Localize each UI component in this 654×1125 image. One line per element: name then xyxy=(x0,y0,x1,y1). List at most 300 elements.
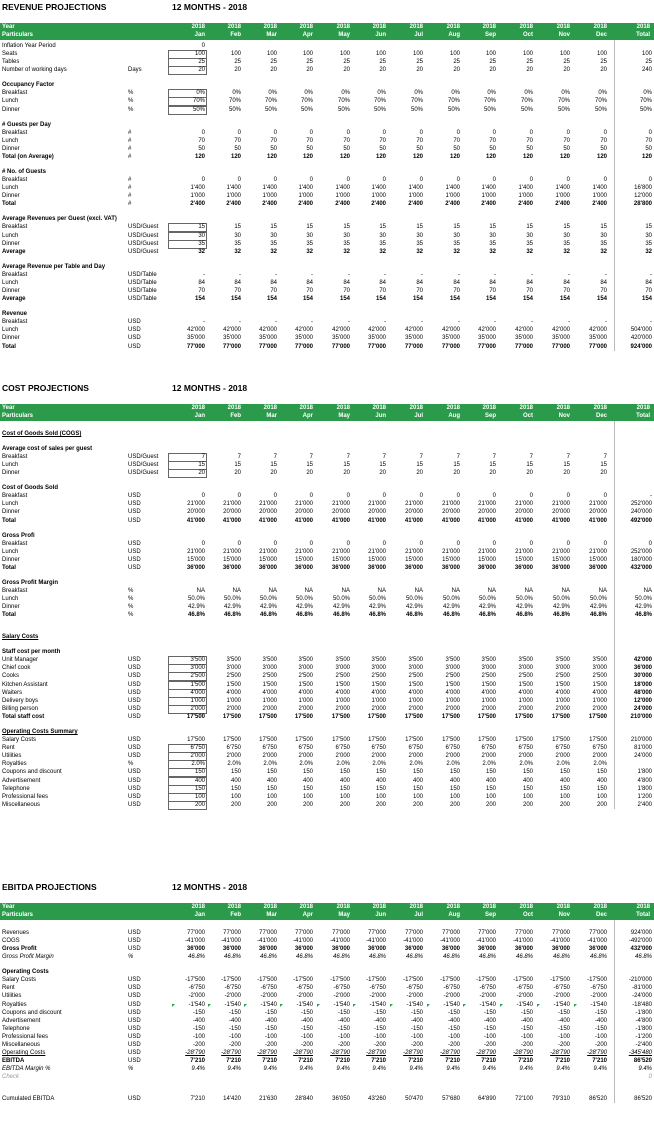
cell-value: 77'000 xyxy=(295,929,313,936)
cell-value: -150 xyxy=(410,1009,423,1016)
row-label: Delivery boys xyxy=(2,697,39,704)
cell-value: 3'000 xyxy=(335,665,350,672)
row-label: Unit Manager xyxy=(2,657,39,664)
cell-value: 25 xyxy=(453,59,460,66)
cell-value: NA xyxy=(304,588,313,595)
cell-value[interactable]: 100 xyxy=(194,51,205,58)
row-unit: USD xyxy=(128,665,141,672)
table-row xyxy=(0,500,654,508)
cell-value: 2'400 xyxy=(518,201,533,208)
cell-value: 1'000 xyxy=(262,193,277,200)
cell-value: 0 xyxy=(273,540,277,547)
cost-subtitle: 12 MONTHS - 2018 xyxy=(172,383,248,393)
cell-value: 42.9% xyxy=(442,604,460,611)
cell-value: 42.9% xyxy=(187,604,205,611)
cell-value: -41'000 xyxy=(550,937,570,944)
cell-value: 0 xyxy=(346,540,350,547)
row-total: 0 xyxy=(648,1074,652,1081)
row-unit: USD xyxy=(128,929,141,936)
row-total: 240'000 xyxy=(630,509,652,516)
cell-value: 1'400 xyxy=(226,185,241,192)
cell-value: 46.8% xyxy=(515,954,533,961)
cell-value: 50 xyxy=(198,145,205,152)
row-unit: USD xyxy=(128,673,141,680)
row-unit: USD xyxy=(128,753,141,760)
cell-value: 150 xyxy=(485,769,496,776)
cell-value: 120 xyxy=(194,153,205,160)
cell-value: 4'000 xyxy=(335,689,350,696)
cell-value: 42'000 xyxy=(515,327,533,334)
cell-value: 0% xyxy=(524,90,533,97)
table-row xyxy=(0,129,654,137)
row-total: - xyxy=(650,271,652,278)
cell-value: 1'000 xyxy=(190,193,205,200)
cell-value[interactable]: 400 xyxy=(194,777,205,784)
table-row xyxy=(0,1065,654,1073)
cell-value[interactable]: 150 xyxy=(194,769,205,776)
comment-marker-icon xyxy=(463,1004,466,1007)
cell-value: 4'000 xyxy=(518,689,533,696)
table-row xyxy=(0,1009,654,1017)
cell-value: 2'000 xyxy=(481,753,496,760)
header-month: Apr xyxy=(302,912,313,918)
cell-value: 46.8% xyxy=(589,612,607,619)
cell-value: -6'750 xyxy=(590,985,607,992)
cell-value: 9.4% xyxy=(372,1066,386,1073)
cell-value: -2'000 xyxy=(553,993,570,1000)
row-unit: USD/Guest xyxy=(128,248,159,255)
cell-value: 0 xyxy=(382,177,386,184)
row-label: Dinner xyxy=(2,145,20,152)
cell-value: 77'000 xyxy=(259,929,277,936)
table-row xyxy=(0,430,654,438)
cell-value: -150 xyxy=(410,1025,423,1032)
header-year: 2018 xyxy=(227,904,241,910)
cell-value: 9.4% xyxy=(191,1066,205,1073)
cell-value: 2'400 xyxy=(262,201,277,208)
cell-value: NA xyxy=(196,588,205,595)
cell-value[interactable]: 20 xyxy=(198,67,205,74)
cell-value: 100 xyxy=(596,51,607,58)
cell-value: 3'000 xyxy=(298,665,313,672)
cell-value: 21'000 xyxy=(589,548,607,555)
cell-value: 15'000 xyxy=(295,556,313,563)
cell-value: -400 xyxy=(410,1017,423,1024)
cell-value: NA xyxy=(561,588,570,595)
cell-value: 120 xyxy=(559,153,570,160)
cell-value: 1'400 xyxy=(481,185,496,192)
cell-value: 42.9% xyxy=(589,604,607,611)
cell-value: -6'750 xyxy=(443,985,460,992)
cell-value: 50 xyxy=(270,145,277,152)
cell-value: -6'750 xyxy=(553,985,570,992)
row-total: 32 xyxy=(645,248,652,255)
cell-value: 35'000 xyxy=(368,335,386,342)
cell-value: 2'500 xyxy=(335,673,350,680)
cell-value: - xyxy=(458,319,460,326)
cell-value: 50% xyxy=(264,106,277,113)
cell-value: -41'000 xyxy=(293,937,313,944)
cell-value: 17'500 xyxy=(332,737,350,744)
header-month: Mar xyxy=(266,32,277,38)
cell-value: -28'790 xyxy=(476,1050,496,1057)
cell-value: - xyxy=(203,319,205,326)
cell-value: 2.0% xyxy=(593,761,607,768)
cell-value: 46.8% xyxy=(368,612,386,619)
cell-value: 42.9% xyxy=(478,604,496,611)
cell-value: 7'210 xyxy=(226,1058,241,1065)
revenue-title: REVENUE PROJECTIONS xyxy=(2,2,107,12)
cell-value: -41'000 xyxy=(330,937,350,944)
year-label: Year xyxy=(2,405,15,411)
cell-value: 70 xyxy=(198,137,205,144)
cell-value: 77'000 xyxy=(442,929,460,936)
cell-value: 7'210 xyxy=(190,1058,205,1065)
cell-value: 77'000 xyxy=(478,929,496,936)
header-month: Jul xyxy=(414,32,423,38)
cell-value: 6'750 xyxy=(518,745,533,752)
cell-value: 0 xyxy=(603,177,607,184)
table-row xyxy=(0,58,654,66)
cell-value: - xyxy=(311,271,313,278)
cell-value[interactable]: 25 xyxy=(198,59,205,66)
row-unit: USD xyxy=(128,1033,141,1040)
cell-value: 4'000 xyxy=(226,689,241,696)
cell-value: 20 xyxy=(489,470,496,477)
cell-value: -28'790 xyxy=(257,1050,277,1057)
cell-value: 100 xyxy=(485,793,496,800)
cell-value[interactable]: 2'000 xyxy=(190,705,205,712)
cell-value: -6'750 xyxy=(333,985,350,992)
cell-value: 0 xyxy=(237,540,241,547)
row-label: Average cost of sales per guest xyxy=(2,445,93,452)
row-label: Breakfast xyxy=(2,271,28,278)
row-total: 252'000 xyxy=(630,548,652,555)
row-label: Dinner xyxy=(2,240,20,247)
row-label: Rent xyxy=(2,745,15,752)
row-unit: USD xyxy=(128,946,141,953)
row-total: 86'520 xyxy=(633,1058,652,1065)
cell-value: 17'500 xyxy=(477,713,496,720)
cell-value[interactable]: 2'500 xyxy=(190,673,205,680)
cell-value: 0 xyxy=(419,177,423,184)
cell-value: 21'000 xyxy=(515,548,533,555)
cell-value: 42'000 xyxy=(332,327,350,334)
cell-value: 2.0% xyxy=(263,761,277,768)
cell-value[interactable]: 200 xyxy=(194,801,205,808)
table-row xyxy=(0,752,654,760)
row-unit: USD xyxy=(128,335,141,342)
row-unit: USD xyxy=(128,1096,141,1103)
cell-value: 50.0% xyxy=(552,596,570,603)
cell-value: 84 xyxy=(270,279,277,286)
table-row xyxy=(0,705,654,713)
cell-value: 100 xyxy=(375,51,386,58)
cell-value: 2'400 xyxy=(408,201,423,208)
cell-value: 36'000 xyxy=(477,946,496,953)
cell-value: 3'000 xyxy=(445,665,460,672)
cell-value: 200 xyxy=(596,801,607,808)
cell-value[interactable]: 70% xyxy=(192,98,205,105)
header-year: 2018 xyxy=(446,24,460,30)
header-year: 2018 xyxy=(409,24,423,30)
cell-value: 3'000 xyxy=(518,665,533,672)
cell-value: 7'210 xyxy=(445,1058,460,1065)
cell-value: 35 xyxy=(234,240,241,247)
cell-value: 20'000 xyxy=(187,509,205,516)
cost-header-bar xyxy=(0,404,654,421)
cell-value[interactable]: 150 xyxy=(194,785,205,792)
cell-value: 100 xyxy=(485,51,496,58)
row-unit: USD/Table xyxy=(128,271,157,278)
cell-value: 1'400 xyxy=(592,185,607,192)
cell-value: 42.9% xyxy=(552,604,570,611)
cell-value: -150 xyxy=(337,1025,350,1032)
row-label: Coupons and discount xyxy=(2,1009,62,1016)
cell-value: 0 xyxy=(237,493,241,500)
cell-value: 64'890 xyxy=(478,1096,496,1103)
cell-value: 6'750 xyxy=(445,745,460,752)
cell-value: 2'000 xyxy=(555,753,570,760)
cell-value: 4'000 xyxy=(408,689,423,696)
cell-value: 20'000 xyxy=(515,509,533,516)
cell-value: 7 xyxy=(237,453,241,460)
cell-value: 2'000 xyxy=(408,753,423,760)
header-year: 2018 xyxy=(336,24,350,30)
comment-marker-icon xyxy=(172,1004,175,1007)
cell-value: 50.0% xyxy=(368,596,386,603)
cell-value: 17'500 xyxy=(295,737,313,744)
row-label: Lunch xyxy=(2,279,19,286)
cell-value: 20 xyxy=(600,67,607,74)
cell-value: 15 xyxy=(379,224,386,231)
row-total: 16'800 xyxy=(634,185,652,192)
cell-value: 100 xyxy=(230,793,241,800)
cell-value: 1'000 xyxy=(226,697,241,704)
cell-value[interactable]: 15 xyxy=(198,224,205,231)
table-row xyxy=(0,976,654,984)
cell-value: 43'260 xyxy=(368,1096,386,1103)
cell-value: 15 xyxy=(563,224,570,231)
cell-value: 7'210 xyxy=(555,1058,570,1065)
cell-value: 0 xyxy=(566,177,570,184)
cell-value: 17'500 xyxy=(552,737,570,744)
row-total: 100 xyxy=(641,51,652,58)
cell-value: 35'000 xyxy=(332,335,350,342)
cell-value: -6'750 xyxy=(516,985,533,992)
cell-value: 150 xyxy=(266,769,277,776)
table-row xyxy=(0,633,654,641)
cell-value: 0 xyxy=(456,540,460,547)
table-row xyxy=(0,968,654,976)
row-total: 504'000 xyxy=(630,327,652,334)
row-total: -2'400 xyxy=(635,1042,652,1049)
cell-value: 15'000 xyxy=(589,556,607,563)
row-label: Salary Costs xyxy=(2,977,37,984)
cell-value: 400 xyxy=(485,777,496,784)
cell-value: 1'500 xyxy=(371,681,386,688)
header-month: Nov xyxy=(558,413,570,419)
cell-value[interactable]: 7 xyxy=(201,453,205,460)
cell-value: 46.8% xyxy=(332,612,350,619)
cell-value: -1'540 xyxy=(296,1001,313,1008)
cell-value[interactable]: 1'500 xyxy=(190,681,205,688)
cell-value: 0 xyxy=(201,43,205,49)
cell-value: 77'000 xyxy=(441,343,460,350)
row-unit: % xyxy=(128,106,134,113)
cell-value: 42.9% xyxy=(515,604,533,611)
cell-value: - xyxy=(311,319,313,326)
row-total: 240 xyxy=(641,67,652,74)
cell-value: 46.8% xyxy=(223,612,241,619)
cell-value: 100 xyxy=(230,51,241,58)
cell-value: 1'000 xyxy=(555,697,570,704)
row-label: Lunch xyxy=(2,548,19,555)
header-year: 2018 xyxy=(482,405,496,411)
cell-value: 17'500 xyxy=(259,737,277,744)
row-unit: USD xyxy=(128,793,141,800)
cell-value: 7 xyxy=(309,453,313,460)
cell-value: 3'500 xyxy=(518,657,533,664)
cell-value: 77'000 xyxy=(368,929,386,936)
cell-value[interactable]: 6'750 xyxy=(190,745,205,752)
cell-value: 20'000 xyxy=(442,509,460,516)
cell-value: 2'500 xyxy=(555,673,570,680)
cell-value: 1'000 xyxy=(226,193,241,200)
cell-value: 0 xyxy=(529,129,533,136)
header-year: 2018 xyxy=(519,904,533,910)
table-row xyxy=(0,664,654,672)
cell-value: 9.4% xyxy=(482,1066,496,1073)
cell-value: 20 xyxy=(270,67,277,74)
row-unit: USD xyxy=(128,1025,141,1032)
cell-value: 150 xyxy=(522,785,533,792)
cell-value[interactable]: 20 xyxy=(198,470,205,477)
cell-value: 3'000 xyxy=(371,665,386,672)
cell-value: 77'000 xyxy=(404,343,423,350)
header-year: 2018 xyxy=(593,24,607,30)
cell-value: 9.4% xyxy=(409,1066,423,1073)
cell-value: 36'000 xyxy=(551,564,570,571)
row-total: 30'000 xyxy=(633,673,652,680)
cell-value[interactable]: 3'000 xyxy=(190,665,205,672)
cell-value: 1'000 xyxy=(371,697,386,704)
row-label: Dinner xyxy=(2,335,20,342)
cell-value: 15'000 xyxy=(442,556,460,563)
row-total: 15 xyxy=(645,224,652,231)
cell-value: 50 xyxy=(489,145,496,152)
cell-value: 15'000 xyxy=(478,556,496,563)
row-label: Total xyxy=(2,201,16,208)
row-total: - xyxy=(650,319,652,326)
particulars-label: Particulars xyxy=(2,32,34,38)
cell-value: 70% xyxy=(557,98,570,105)
cell-value: 70% xyxy=(520,98,533,105)
cell-value[interactable]: 2.0% xyxy=(191,761,205,768)
cell-value: -1'540 xyxy=(553,1001,570,1008)
row-total: 81'000 xyxy=(634,745,652,752)
cell-value[interactable]: 4'000 xyxy=(190,689,205,696)
cell-value: 20 xyxy=(416,470,423,477)
table-row xyxy=(0,728,654,736)
cell-value: 100 xyxy=(302,793,313,800)
cell-value: 0 xyxy=(492,177,496,184)
table-row xyxy=(0,548,654,556)
cell-value[interactable]: 3'500 xyxy=(190,657,205,664)
cell-value: 150 xyxy=(559,769,570,776)
cell-value: -6'750 xyxy=(479,985,496,992)
cell-value: 36'000 xyxy=(222,946,241,953)
cell-value: -150 xyxy=(264,1025,277,1032)
cell-value: -100 xyxy=(373,1033,386,1040)
cell-value: 50% xyxy=(337,106,350,113)
cell-value[interactable]: 50% xyxy=(192,106,205,113)
cell-value[interactable]: 100 xyxy=(194,793,205,800)
row-label: Lunch xyxy=(2,137,19,144)
cell-value: 0% xyxy=(451,90,460,97)
cell-value: 17'500 xyxy=(405,737,423,744)
table-row xyxy=(0,137,654,145)
cell-value[interactable]: 0% xyxy=(196,90,205,97)
table-row xyxy=(0,1033,654,1041)
row-label: Lunch xyxy=(2,462,19,469)
cell-value: 36'000 xyxy=(367,946,386,953)
total-divider xyxy=(614,920,615,1103)
cell-value: 21'000 xyxy=(332,501,350,508)
cell-value: 50 xyxy=(379,145,386,152)
table-row xyxy=(0,97,654,105)
cell-value: 32 xyxy=(379,248,386,255)
table-row xyxy=(0,215,654,223)
cell-value: 2'500 xyxy=(371,673,386,680)
cell-value: 70 xyxy=(416,288,423,295)
cell-value: 15 xyxy=(234,462,241,469)
table-row xyxy=(0,579,654,587)
cell-value[interactable]: 30 xyxy=(198,232,205,239)
cell-value[interactable]: 15 xyxy=(198,462,205,469)
row-unit: USD xyxy=(128,1017,141,1024)
row-unit: # xyxy=(128,137,132,144)
header-year: 2018 xyxy=(299,24,313,30)
cell-value[interactable]: 2'000 xyxy=(190,753,205,760)
cell-value: 2'500 xyxy=(298,673,313,680)
row-total: 154 xyxy=(641,296,652,303)
cell-value: 46.8% xyxy=(295,954,313,961)
comment-marker-icon xyxy=(208,1004,211,1007)
cell-value[interactable]: 1'000 xyxy=(190,697,205,704)
cell-value: 50 xyxy=(526,145,533,152)
cell-value: 200 xyxy=(339,801,350,808)
cell-value: 77'000 xyxy=(552,929,570,936)
row-unit: USD xyxy=(128,1058,141,1065)
cell-value: 3'000 xyxy=(408,665,423,672)
cell-value[interactable]: 35 xyxy=(198,240,205,247)
row-label: Number of working days xyxy=(2,67,67,74)
row-total: 1'800 xyxy=(637,785,652,792)
cell-value: 2'400 xyxy=(481,201,496,208)
header-year: 2018 xyxy=(191,405,205,411)
row-unit: USD xyxy=(128,501,141,508)
cell-value: 42'000 xyxy=(223,327,241,334)
cell-value: 57'680 xyxy=(442,1096,460,1103)
cell-value: 6'750 xyxy=(592,745,607,752)
cell-value: 50.0% xyxy=(187,596,205,603)
row-total: 25 xyxy=(645,59,652,66)
cell-value: 1'500 xyxy=(445,681,460,688)
cell-value: -200 xyxy=(228,1042,241,1049)
cell-value: 77'000 xyxy=(186,343,205,350)
cell-value: 70% xyxy=(373,98,386,105)
